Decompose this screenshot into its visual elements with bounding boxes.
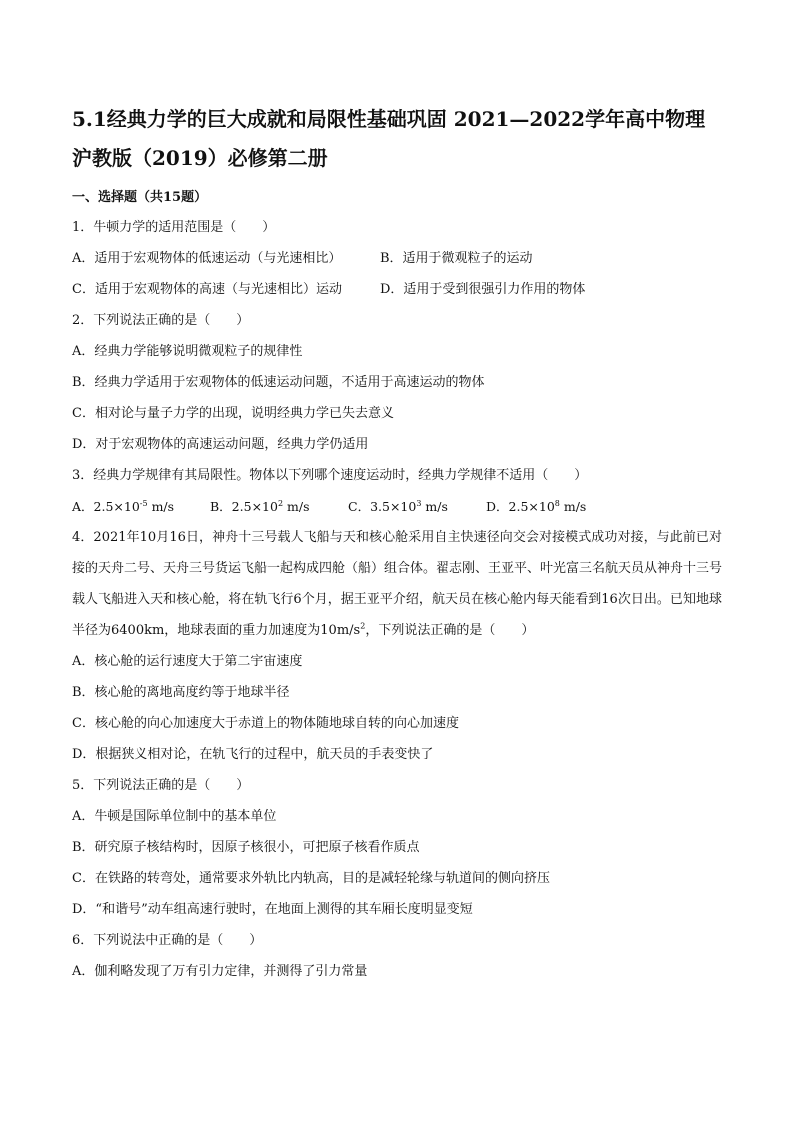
option-c: C．在铁路的转弯处，通常要求外轨比内轨高，目的是减轻轮缘与轨道间的侧向挤压 <box>72 871 550 886</box>
question-stem-tail: ，下列说法正确的是（ ） <box>365 623 535 638</box>
option-a: A．伽利略发现了万有引力定律，并测得了引力常量 <box>72 964 368 979</box>
question-1 <box>72 212 722 305</box>
option-b: B．核心舱的离地高度约等于地球半径 <box>72 685 290 700</box>
option-b-unit: m/s <box>283 499 310 514</box>
option-c-exponent: 3 <box>416 498 422 508</box>
option-d: D．对于宏观物体的高速运动问题，经典力学仍适用 <box>72 437 369 452</box>
option-d-base: D．2.5×10 <box>486 499 555 514</box>
question-5 <box>72 770 722 925</box>
question-stem: 1．牛顿力学的适用范围是（ ） <box>72 220 276 235</box>
question-stem: 2．下列说法正确的是（ ） <box>72 313 250 328</box>
option-a-exponent: -5 <box>139 498 148 508</box>
option-d <box>486 491 624 522</box>
option-b: B．经典力学适用于宏观物体的低速运动问题，不适用于高速运动的物体 <box>72 375 485 390</box>
option-row <box>72 274 722 305</box>
document-title <box>72 100 722 178</box>
option-d: D．根据狭义相对论，在轨飞行的过程中，航天员的手表变快了 <box>72 747 434 762</box>
option-d: D．适用于受到很强引力作用的物体 <box>380 282 586 297</box>
option-a: A．经典力学能够说明微观粒子的规律性 <box>72 344 303 359</box>
question-stem <box>72 522 722 646</box>
question-stem: 6．下列说法中正确的是（ ） <box>72 933 263 948</box>
option-a <box>72 491 210 522</box>
option-c: C．核心舱的向心加速度大于赤道上的物体随地球自转的向心加速度 <box>72 716 459 731</box>
question-stem: 3．经典力学规律有其局限性。物体以下列哪个速度运动时，经典力学规律不适用（ ） <box>72 468 588 483</box>
option-c-unit: m/s <box>421 499 448 514</box>
option-a-base: A．2.5×10 <box>72 499 140 514</box>
question-3 <box>72 460 722 522</box>
question-6 <box>72 925 722 987</box>
question-2 <box>72 305 722 460</box>
option-c: C．相对论与量子力学的出现，说明经典力学已失去意义 <box>72 406 394 421</box>
option-a-unit: m/s <box>147 499 175 514</box>
option-b: B．研究原子核结构时，因原子核很小，可把原子核看作质点 <box>72 840 420 855</box>
option-row <box>72 243 722 274</box>
option-row <box>72 491 722 522</box>
option-b-exponent: 2 <box>277 498 284 508</box>
question-stem-text: 4．2021年10月16日，神舟十三号载人飞船与天和核心舱采用自主快速径向交会对接模式成功对接，与此前已对接的天舟二号、天舟三号货运飞船一起构成四舱（船）组合体。翟志刚、王亚平、叶光富三名航天员从神舟十三号载人飞船进入天和核心舱，将在轨飞行6个月，据王亚平介绍，航天员在核心舱内每天能看到16次日出。已知地球半径为6400km，地球表面的重力加速度为10m/s <box>72 530 723 638</box>
option-c: C．适用于宏观物体的高速（与光速相比）运动 <box>72 282 342 297</box>
option-a: A．适用于宏观物体的低速运动（与光速相比） <box>72 251 342 266</box>
title-line-2: 沪教版（2019）必修第二册 <box>72 146 328 170</box>
section-heading: 一、选择题（共15题） <box>72 190 208 205</box>
question-stem: 5．下列说法正确的是（ ） <box>72 778 250 793</box>
option-b: B．适用于微观粒子的运动 <box>380 251 533 266</box>
option-a: A．牛顿是国际单位制中的基本单位 <box>72 809 277 824</box>
title-line-1: 5.1经典力学的巨大成就和局限性基础巩固 2021—2022学年高中物理 <box>72 107 706 131</box>
option-d-exponent: 8 <box>554 498 560 508</box>
option-b <box>210 491 348 522</box>
option-a: A．核心舱的运行速度大于第二宇宙速度 <box>72 654 303 669</box>
option-d: D．“和谐号”动车组高速行驶时，在地面上测得的其车厢长度明显变短 <box>72 902 473 917</box>
option-c-base: C．3.5×10 <box>348 499 417 514</box>
option-c <box>348 491 486 522</box>
option-d-unit: m/s <box>559 499 587 514</box>
option-b-base: B．2.5×10 <box>210 499 278 514</box>
question-stem-exponent: 2 <box>360 621 366 631</box>
question-4 <box>72 522 722 770</box>
